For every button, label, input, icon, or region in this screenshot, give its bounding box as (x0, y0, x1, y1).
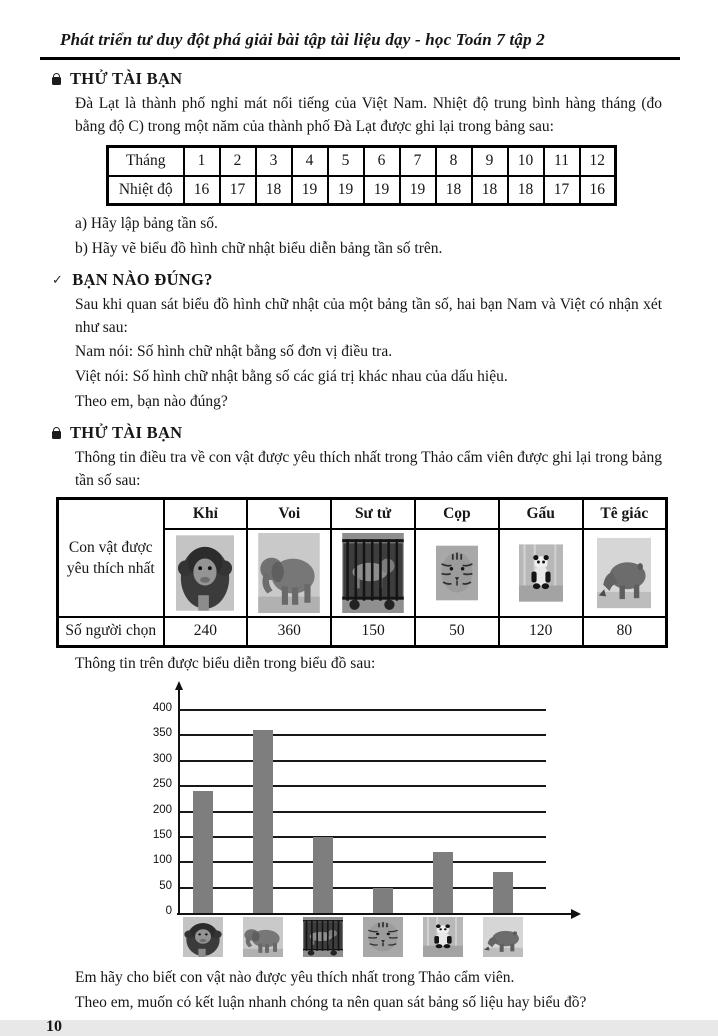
month-cell: 11 (544, 147, 580, 176)
monkey-photo (176, 533, 234, 613)
animal-header: Sư tử (331, 499, 415, 529)
who-question: Theo em, bạn nào đúng? (75, 393, 228, 410)
temp-cell: 19 (400, 176, 436, 205)
chart-bar (373, 888, 393, 913)
paragraph-dalat-intro: Đà Lạt là thành phố nghỉ mát nổi tiếng của Việt Nam. Nhiệt độ trung bình hàng tháng (đo bằng độ C) trong một năm của thành phố Đà Lạt được ghi lại trong bảng sau: (75, 95, 662, 135)
rhino-icon (483, 917, 523, 957)
animal-header: Gấu (499, 499, 583, 529)
month-cell: 3 (256, 147, 292, 176)
chart-intro: Thông tin trên được biểu diễn trong biểu đồ sau: (75, 655, 376, 672)
bear-icon (423, 917, 463, 957)
y-axis-tick-label: 300 (152, 752, 172, 765)
nam-statement: Nam nói: Số hình chữ nhật bằng số đơn vị điều tra. (75, 343, 393, 360)
temp-row-label: Nhiệt độ (108, 176, 184, 205)
count-cell: 240 (164, 617, 248, 647)
section-heading-try-2 (52, 423, 680, 443)
chart-bar (493, 872, 513, 913)
month-cell: 8 (436, 147, 472, 176)
y-axis (178, 689, 180, 915)
month-cell: 5 (328, 147, 364, 176)
lion-icon (303, 917, 343, 957)
elephant-icon (243, 917, 283, 957)
rhino-photo (597, 537, 651, 609)
count-cell: 150 (331, 617, 415, 647)
temp-cell: 18 (508, 176, 544, 205)
elephant-photo (258, 533, 320, 613)
corner-label: Con vật được yêu thích nhất (58, 499, 164, 617)
animal-header: Khỉ (164, 499, 248, 529)
animal-header: Voi (247, 499, 331, 529)
animal-photo-cell (415, 529, 499, 617)
y-axis-tick-label: 250 (152, 778, 172, 791)
lion-photo (340, 533, 406, 613)
y-axis-tick-label: 0 (165, 905, 172, 917)
temp-cell: 19 (328, 176, 364, 205)
table-row (108, 147, 616, 176)
closing-question-2: Theo em, muốn có kết luận nhanh chóng ta nên quan sát bảng số liệu hay biểu đồ? (75, 994, 587, 1011)
frequency-bar-chart (138, 680, 638, 962)
table-row (58, 617, 667, 647)
viet-statement: Việt nói: Số hình chữ nhật bằng số các giá trị khác nhau của dấu hiệu. (75, 368, 508, 385)
month-cell: 6 (364, 147, 400, 176)
chart-bar (193, 791, 213, 913)
month-row-label: Tháng (108, 147, 184, 176)
lock-icon (52, 77, 61, 85)
temp-cell: 19 (364, 176, 400, 205)
animal-header: Cọp (415, 499, 499, 529)
question-b: b) Hãy vẽ biểu đồ hình chữ nhật biểu diễn bảng tần số trên. (75, 240, 443, 257)
animal-photo-cell (164, 529, 248, 617)
month-cell: 10 (508, 147, 544, 176)
temp-cell: 19 (292, 176, 328, 205)
chart-gridline (179, 887, 546, 889)
closing-question-1: Em hãy cho biết con vật nào được yêu thích nhất trong Thảo cẩm viên. (75, 969, 515, 986)
temp-cell: 16 (184, 176, 220, 205)
page-title: Phát triển tư duy đột phá giải bài tập tài liệu dạy - học Toán 7 tập 2 (40, 30, 680, 60)
temp-cell: 17 (544, 176, 580, 205)
lock-icon (52, 431, 61, 439)
y-axis-tick-label: 100 (152, 854, 172, 867)
tiger-icon (363, 917, 403, 957)
section-heading-label: THỬ TÀI BẠN (70, 69, 183, 88)
month-cell: 2 (220, 147, 256, 176)
tiger-photo (436, 534, 478, 612)
temp-cell: 18 (472, 176, 508, 205)
temp-cell: 18 (256, 176, 292, 205)
chart-gridline (179, 760, 546, 762)
page-number: 10 (46, 1018, 62, 1035)
chart-bar (433, 852, 453, 913)
animal-photo-cell (247, 529, 331, 617)
month-cell: 4 (292, 147, 328, 176)
count-cell: 360 (247, 617, 331, 647)
count-row-label: Số người chọn (58, 617, 164, 647)
monkey-icon (183, 917, 223, 957)
animal-header: Tê giác (583, 499, 667, 529)
table-row (108, 176, 616, 205)
month-cell: 1 (184, 147, 220, 176)
y-axis-tick-label: 200 (152, 803, 172, 816)
chart-gridline (179, 709, 546, 711)
y-axis-tick-label: 150 (152, 828, 172, 841)
temp-cell: 18 (436, 176, 472, 205)
temp-cell: 17 (220, 176, 256, 205)
chart-bar (253, 730, 273, 913)
y-axis-tick-label: 400 (152, 702, 172, 714)
table-row (58, 499, 667, 529)
paragraph-observation: Sau khi quan sát biểu đồ hình chữ nhật của một bảng tần số, hai bạn Nam và Việt có nhận xét như sau: (75, 296, 662, 336)
chart-gridline (179, 734, 546, 736)
paragraph-zoo-intro: Thông tin điều tra về con vật được yêu thích nhất trong Thảo cẩm viên được ghi lại trong bảng tần số sau: (75, 449, 662, 489)
check-icon: ✓ (52, 273, 64, 288)
x-axis (177, 913, 573, 915)
count-cell: 50 (415, 617, 499, 647)
month-cell: 9 (472, 147, 508, 176)
chart-gridline (179, 836, 546, 838)
x-axis-arrow (571, 909, 581, 919)
month-cell: 12 (580, 147, 616, 176)
animal-photo-cell (583, 529, 667, 617)
chart-gridline (179, 785, 546, 787)
animal-photo-cell (331, 529, 415, 617)
chart-bar (313, 837, 333, 913)
temperature-table (106, 145, 617, 206)
section-heading-label: THỬ TÀI BẠN (70, 423, 183, 442)
question-a: a) Hãy lập bảng tần số. (75, 215, 218, 232)
section-heading-try-1 (52, 69, 680, 89)
chart-gridline (179, 861, 546, 863)
bear-photo (519, 534, 563, 612)
count-cell: 120 (499, 617, 583, 647)
count-cell: 80 (583, 617, 667, 647)
temp-cell: 16 (580, 176, 616, 205)
chart-gridline (179, 811, 546, 813)
animal-photo-cell (499, 529, 583, 617)
section-heading-label: BẠN NÀO ĐÚNG? (72, 270, 213, 289)
y-axis-tick-label: 350 (152, 727, 172, 740)
animal-frequency-table (56, 497, 668, 648)
y-axis-tick-label: 50 (159, 879, 172, 892)
section-heading-who-is-right (52, 270, 680, 290)
month-cell: 7 (400, 147, 436, 176)
